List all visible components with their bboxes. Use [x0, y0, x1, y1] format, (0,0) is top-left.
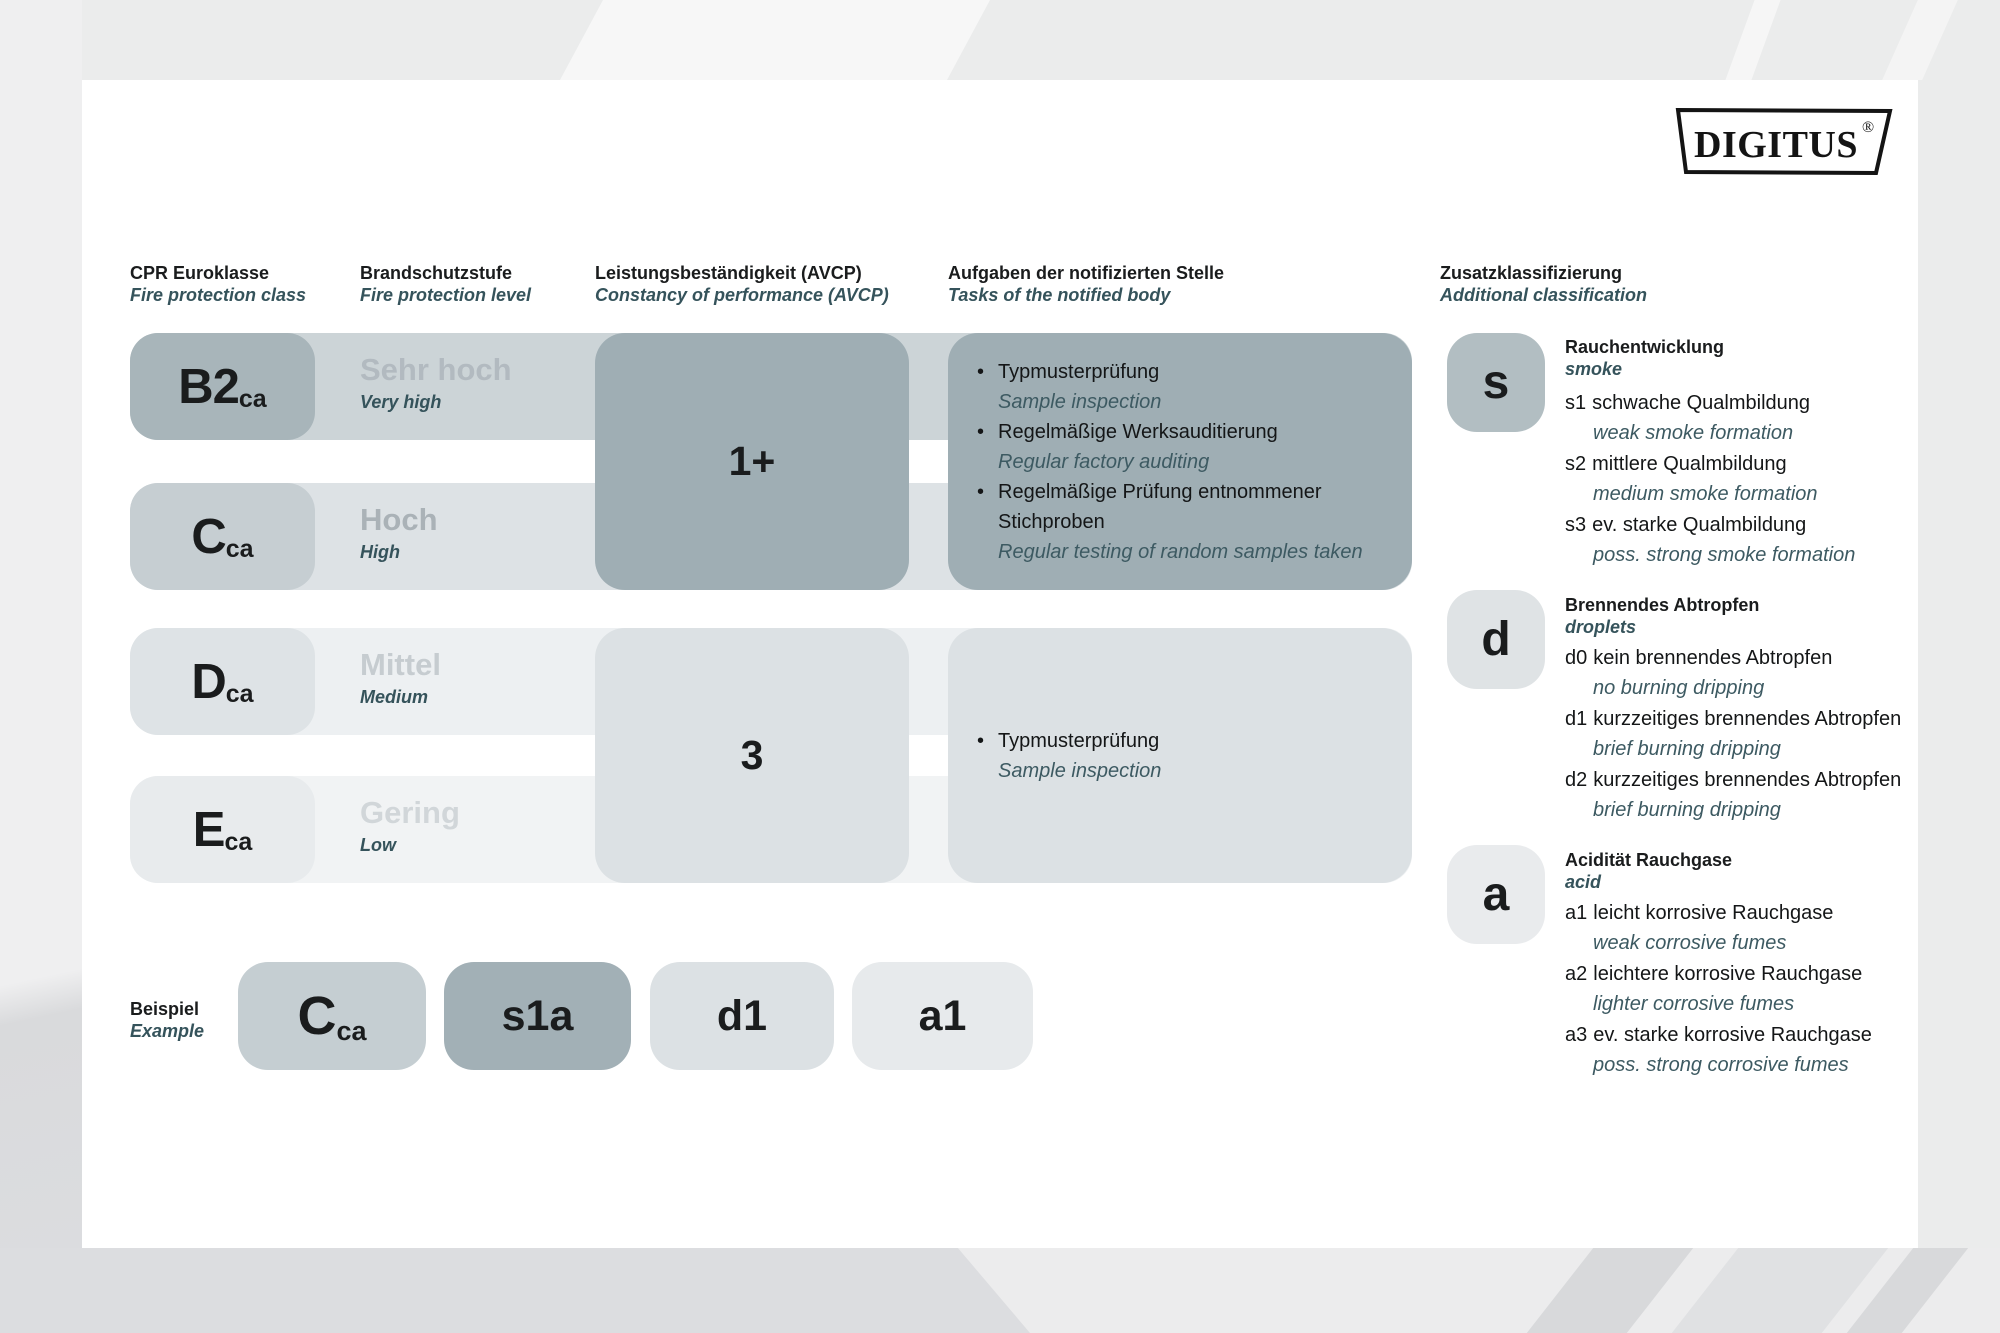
additional-title-en: droplets	[1565, 617, 1637, 637]
task-de: • Typmusterprüfung	[998, 726, 1412, 756]
example-code: d1	[716, 991, 768, 1040]
example-code-subscript: ca	[336, 1015, 367, 1046]
additional-letter: s	[1482, 355, 1510, 409]
background-bottom-ray-1	[1527, 1248, 1693, 1333]
additional-en: weak smoke formation	[1593, 422, 1794, 444]
additional-en: brief burning dripping	[1593, 738, 1781, 760]
additional-code: s3	[1565, 514, 1587, 536]
task-item	[998, 357, 1412, 417]
level-en: Low	[360, 835, 396, 855]
column-header-de: CPR Euroklasse	[130, 263, 270, 283]
additional-letter: d	[1481, 612, 1511, 666]
additional-item	[1565, 510, 1855, 571]
task-de: • Regelmäßige Werksauditierung	[998, 417, 1412, 447]
additional-letter: a	[1482, 867, 1510, 921]
additional-de: kein brennendes Abtropfen	[1593, 647, 1833, 669]
class-code: C	[191, 509, 226, 564]
additional-list-droplets	[1565, 643, 1901, 826]
level-en: Very high	[360, 392, 442, 412]
column-header-en: Fire protection level	[360, 285, 532, 305]
task-de: • Regelmäßige Prüfung entnommener Stichproben	[998, 477, 1412, 537]
column-header-en: Constancy of performance (AVCP)	[595, 285, 889, 305]
additional-en: no burning dripping	[1593, 677, 1765, 699]
digitus-logo	[1674, 104, 1898, 185]
background-bottom-strip	[0, 1248, 2000, 1333]
background-left-facet	[0, 0, 82, 1333]
example-code: C	[297, 986, 337, 1046]
digitus-logo-frame-icon	[1674, 104, 1898, 180]
task-de: • Typmusterprüfung	[998, 357, 1412, 387]
column-header-avcp	[595, 262, 889, 306]
additional-item	[1565, 959, 1872, 1020]
class-badge-dca	[130, 628, 315, 735]
example-label	[130, 998, 204, 1042]
additional-title-en: acid	[1565, 872, 1602, 892]
class-code: D	[191, 654, 226, 709]
additional-en: weak corrosive fumes	[1593, 932, 1787, 954]
column-header-notified-body	[948, 262, 1224, 306]
column-header-en: Additional classification	[1440, 285, 1648, 305]
column-header-en: Fire protection class	[130, 285, 307, 305]
additional-title-droplets	[1565, 594, 1759, 638]
class-code-subscript: ca	[238, 385, 267, 413]
task-item	[998, 726, 1412, 786]
level-en: Medium	[360, 687, 429, 707]
avcp-value: 3	[740, 732, 764, 778]
additional-badge-s	[1447, 333, 1545, 432]
background-top-streak	[560, 0, 990, 80]
column-header-protection-level	[360, 262, 531, 306]
task-item	[998, 417, 1412, 477]
additional-item	[1565, 704, 1901, 765]
additional-code: a2	[1565, 963, 1588, 985]
additional-item	[1565, 643, 1901, 704]
additional-code: a3	[1565, 1024, 1588, 1046]
level-de: Mittel	[360, 647, 441, 682]
additional-item	[1565, 388, 1855, 449]
additional-title-de: Rauchentwicklung	[1565, 337, 1725, 357]
column-header-de: Aufgaben der notifizierten Stelle	[948, 263, 1225, 283]
task-en: Sample inspection	[998, 759, 1162, 782]
additional-badge-a	[1447, 845, 1545, 944]
additional-title-acid	[1565, 849, 1732, 893]
example-code: s1a	[501, 991, 574, 1040]
additional-de: leichtere korrosive Rauchgase	[1593, 963, 1863, 985]
digitus-logo-text: DIGITUS	[1694, 124, 1858, 166]
example-badge-d1	[650, 962, 834, 1070]
class-code: B2	[178, 359, 239, 414]
additional-en: poss. strong corrosive fumes	[1593, 1054, 1849, 1076]
task-item	[998, 477, 1412, 567]
example-label-en: Example	[130, 1021, 205, 1041]
additional-en: lighter corrosive fumes	[1593, 993, 1795, 1015]
additional-de: kurzzeitiges brennendes Abtropfen	[1593, 708, 1902, 730]
background-bottom-left-facet	[0, 1248, 1030, 1333]
example-badge-s1a	[444, 962, 631, 1070]
additional-item	[1565, 449, 1855, 510]
additional-title-smoke	[1565, 336, 1724, 380]
additional-item	[1565, 1020, 1872, 1081]
registered-mark-icon: ®	[1862, 119, 1875, 136]
additional-en: poss. strong smoke formation	[1593, 544, 1856, 566]
additional-code: d1	[1565, 708, 1588, 730]
task-en: Regular testing of random samples taken	[998, 540, 1363, 563]
class-code: E	[192, 802, 225, 857]
additional-code: s2	[1565, 453, 1587, 475]
additional-en: brief burning dripping	[1593, 799, 1781, 821]
column-header-de: Zusatzklassifizierung	[1440, 263, 1623, 283]
additional-badge-d	[1447, 590, 1545, 689]
additional-de: ev. starke Qualmbildung	[1592, 514, 1807, 536]
example-badge-a1	[852, 962, 1033, 1070]
class-code-subscript: ca	[225, 680, 254, 708]
background-top-streak-right	[1882, 0, 1958, 80]
background-bottom-ray-2	[1672, 1248, 1888, 1333]
additional-code: d0	[1565, 647, 1588, 669]
additional-list-acid	[1565, 898, 1872, 1081]
level-en: High	[360, 542, 400, 562]
additional-en: medium smoke formation	[1593, 483, 1818, 505]
column-header-en: Tasks of the notified body	[948, 285, 1171, 305]
task-en: Regular factory auditing	[998, 450, 1210, 473]
level-label-medium	[360, 647, 441, 708]
tasks-box-3	[948, 628, 1412, 883]
avcp-box-1plus	[595, 333, 909, 590]
example-label-de: Beispiel	[130, 999, 200, 1019]
class-badge-cca	[130, 483, 315, 590]
example-badge-cca	[238, 962, 426, 1070]
level-label-very-high	[360, 352, 512, 413]
additional-de: leicht korrosive Rauchgase	[1593, 902, 1834, 924]
additional-de: ev. starke korrosive Rauchgase	[1593, 1024, 1872, 1046]
additional-title-de: Brennendes Abtropfen	[1565, 595, 1760, 615]
additional-title-de: Acidität Rauchgase	[1565, 850, 1733, 870]
avcp-box-3	[595, 628, 909, 883]
additional-item	[1565, 765, 1901, 826]
column-header-euroclass	[130, 262, 306, 306]
level-label-low	[360, 795, 460, 856]
tasks-box-1plus	[948, 333, 1412, 590]
example-code: a1	[918, 991, 967, 1040]
column-header-de: Leistungsbeständigkeit (AVCP)	[595, 263, 862, 283]
class-badge-b2ca	[130, 333, 315, 440]
background-bottom-ray-3	[1847, 1248, 1968, 1333]
additional-de: kurzzeitiges brennendes Abtropfen	[1593, 769, 1902, 791]
column-header-de: Brandschutzstufe	[360, 263, 513, 283]
level-de: Sehr hoch	[360, 352, 512, 387]
task-en: Sample inspection	[998, 390, 1162, 413]
additional-code: a1	[1565, 902, 1588, 924]
class-badge-eca	[130, 776, 315, 883]
additional-item	[1565, 898, 1872, 959]
additional-code: s1	[1565, 392, 1587, 414]
additional-de: mittlere Qualmbildung	[1592, 453, 1787, 475]
additional-title-en: smoke	[1565, 359, 1623, 379]
additional-list-smoke	[1565, 388, 1855, 571]
level-de: Hoch	[360, 502, 438, 537]
background-top-streak-thin	[1725, 0, 1780, 80]
additional-de: schwache Qualmbildung	[1592, 392, 1811, 414]
level-label-high	[360, 502, 438, 563]
additional-code: d2	[1565, 769, 1588, 791]
class-code-subscript: ca	[225, 535, 254, 563]
column-header-additional	[1440, 262, 1647, 306]
level-de: Gering	[360, 795, 460, 830]
class-code-subscript: ca	[224, 828, 253, 856]
avcp-value: 1+	[728, 438, 776, 484]
